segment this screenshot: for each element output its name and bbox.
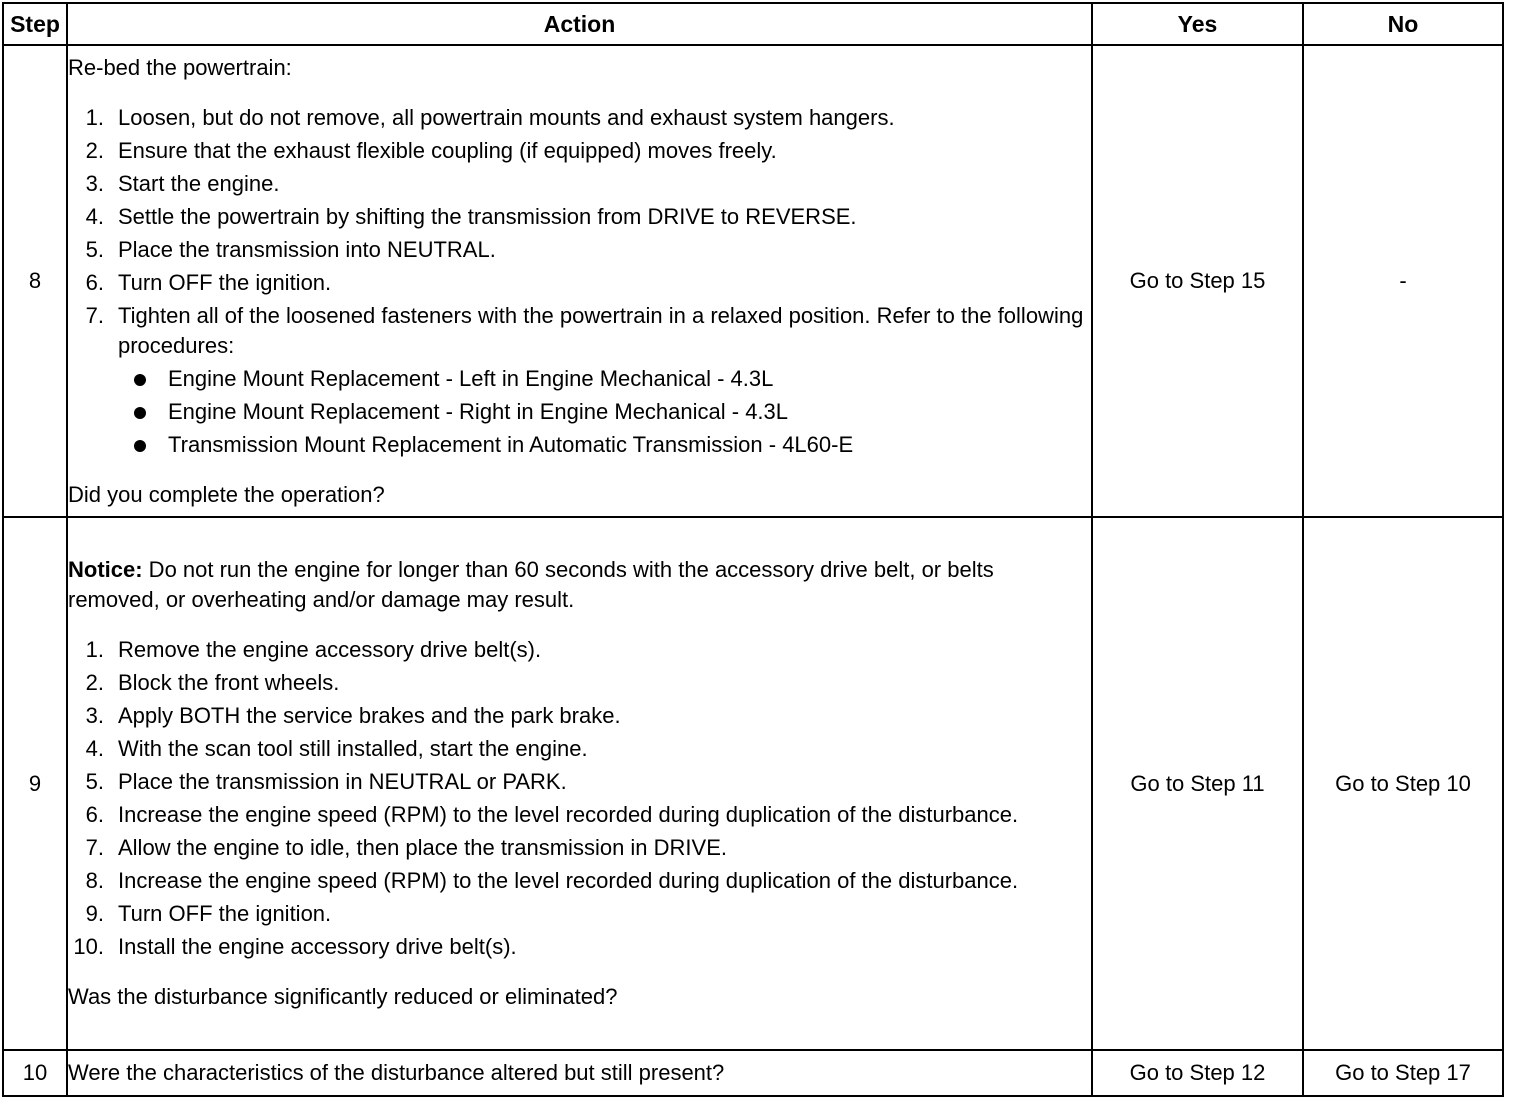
yes-cell: Go to Step 12 — [1092, 1050, 1303, 1096]
action-intro: Re-bed the powertrain: — [68, 54, 292, 80]
list-item — [68, 103, 1091, 133]
list-number: 3. — [85, 703, 104, 728]
table-header-row — [3, 3, 1503, 45]
step-number: 9 — [3, 517, 67, 1050]
list-item — [68, 932, 1091, 962]
diagnostic-table — [2, 2, 1504, 1097]
list-item — [68, 734, 1091, 764]
list-number: 6. — [85, 802, 104, 827]
list-text: Increase the engine speed (RPM) to the level recorded during duplication of the disturbance. — [118, 868, 1019, 893]
list-text: Start the engine. — [118, 170, 280, 196]
list-text: Place the transmission into NEUTRAL. — [118, 236, 496, 262]
notice-text — [68, 555, 1091, 615]
header-action: Action — [67, 3, 1092, 45]
header-step: Step — [3, 3, 67, 45]
list-text: Apply BOTH the service brakes and the park brake. — [118, 703, 621, 728]
list-item — [68, 301, 1091, 460]
reference-item — [118, 397, 1091, 427]
list-item — [68, 800, 1091, 830]
list-number: 1. — [85, 104, 104, 130]
list-text: Block the front wheels. — [118, 670, 340, 695]
yes-cell: Go to Step 11 — [1092, 517, 1303, 1050]
table-row-step-10 — [3, 1050, 1503, 1096]
action-question: Did you complete the operation? — [68, 481, 385, 507]
notice-label: Notice: — [68, 557, 143, 582]
list-text: Turn OFF the ignition. — [118, 269, 332, 295]
step-number: 8 — [3, 45, 67, 517]
list-number: 7. — [85, 835, 104, 860]
list-number: 9. — [85, 901, 104, 926]
list-text: Remove the engine accessory drive belt(s). — [118, 637, 542, 662]
bullet-icon — [134, 374, 146, 386]
no-cell: - — [1303, 45, 1503, 517]
list-number: 2. — [85, 137, 104, 163]
header-yes: Yes — [1092, 3, 1303, 45]
list-number: 4. — [85, 736, 104, 761]
step-number: 10 — [3, 1050, 67, 1096]
list-item — [68, 866, 1091, 896]
list-item — [68, 235, 1091, 265]
reference-text: Engine Mount Replacement - Right in Engine Mechanical - 4.3L — [168, 398, 789, 424]
reference-text: Engine Mount Replacement - Left in Engine Mechanical - 4.3L — [168, 365, 774, 391]
no-cell: Go to Step 17 — [1303, 1050, 1503, 1096]
notice-body: Do not run the engine for longer than 60 seconds with the accessory drive belt, or belts removed, or overheating and/or damage may result. — [68, 557, 994, 612]
list-item — [68, 635, 1091, 665]
header-no: No — [1303, 3, 1503, 45]
action-cell — [67, 517, 1092, 1050]
table-row-step-9 — [3, 517, 1503, 1050]
list-number: 5. — [85, 236, 104, 262]
list-number: 2. — [85, 670, 104, 695]
list-text: With the scan tool still installed, start the engine. — [118, 736, 588, 761]
action-cell — [67, 45, 1092, 517]
bullet-icon — [134, 440, 146, 452]
list-item — [68, 668, 1091, 698]
procedure-reference-list — [118, 364, 1091, 460]
list-item — [68, 833, 1091, 863]
table-row-step-8 — [3, 45, 1503, 517]
procedure-list — [68, 103, 1091, 460]
action-question: Were the characteristics of the disturbance altered but still present? — [67, 1050, 1092, 1096]
list-item — [68, 136, 1091, 166]
list-text: Increase the engine speed (RPM) to the level recorded during duplication of the disturbance. — [118, 802, 1019, 827]
list-text: Settle the powertrain by shifting the transmission from DRIVE to REVERSE. — [118, 203, 857, 229]
list-text: Install the engine accessory drive belt(s). — [118, 934, 517, 959]
list-number: 1. — [85, 637, 104, 662]
yes-cell: Go to Step 15 — [1092, 45, 1303, 517]
list-number: 4. — [85, 203, 104, 229]
no-cell: Go to Step 10 — [1303, 517, 1503, 1050]
list-text: Turn OFF the ignition. — [118, 901, 332, 926]
list-item — [68, 169, 1091, 199]
list-number: 10. — [73, 934, 104, 959]
list-text: Ensure that the exhaust flexible coupling (if equipped) moves freely. — [118, 137, 777, 163]
reference-item — [118, 430, 1091, 460]
list-text: Tighten all of the loosened fasteners with the powertrain in a relaxed position. Refer to the following procedures: — [118, 302, 1084, 358]
list-number: 3. — [85, 170, 104, 196]
list-item — [68, 701, 1091, 731]
list-item — [68, 767, 1091, 797]
list-item — [68, 899, 1091, 929]
action-question: Was the disturbance significantly reduced or eliminated? — [68, 984, 618, 1009]
list-number: 8. — [85, 868, 104, 893]
list-text: Place the transmission in NEUTRAL or PARK. — [118, 769, 567, 794]
list-text: Allow the engine to idle, then place the transmission in DRIVE. — [118, 835, 727, 860]
list-text: Loosen, but do not remove, all powertrain mounts and exhaust system hangers. — [118, 104, 895, 130]
list-number: 5. — [85, 769, 104, 794]
reference-text: Transmission Mount Replacement in Automatic Transmission - 4L60-E — [168, 431, 854, 457]
bullet-icon — [134, 407, 146, 419]
list-number: 6. — [85, 269, 104, 295]
procedure-list — [68, 635, 1091, 962]
list-number: 7. — [85, 302, 104, 328]
reference-item — [118, 364, 1091, 394]
list-item — [68, 268, 1091, 298]
list-item — [68, 202, 1091, 232]
